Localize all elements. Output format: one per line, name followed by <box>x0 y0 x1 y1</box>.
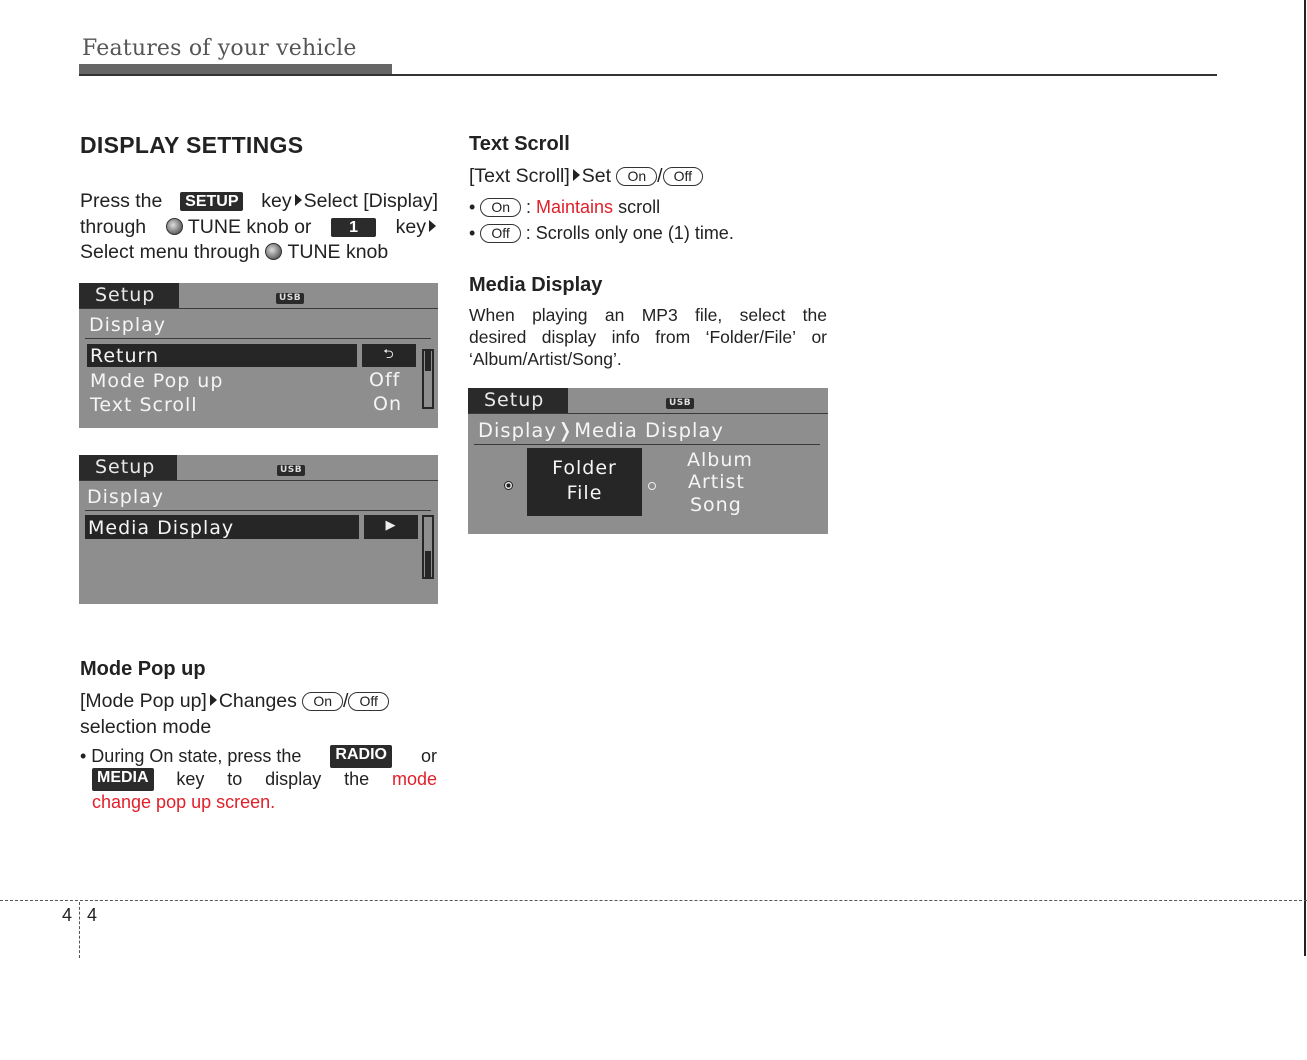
screen-row-media-display[interactable]: Media Display <box>88 517 235 539</box>
desc-word: select <box>739 305 786 325</box>
mode-popup-paragraph <box>80 689 440 740</box>
text-scroll-title: Text Scroll <box>469 133 570 155</box>
scroll-text: scroll <box>618 197 661 217</box>
bullet-line-3: change pop up screen. <box>92 792 276 812</box>
setup-screen-display <box>79 283 438 428</box>
section-title: Features of your vehicle <box>82 36 357 61</box>
return-icon[interactable]: ⮌ <box>362 344 416 367</box>
bullet-line-2 <box>80 768 437 791</box>
intro-paragraph <box>80 189 438 266</box>
scrolls-once-text: : Scrolls only one (1) time. <box>525 223 734 243</box>
off-pill: Off <box>348 692 388 711</box>
screen-tab: Setup <box>79 455 177 480</box>
intro-line-3 <box>80 240 438 266</box>
text-scroll-line: [Text Scroll] Set On / Off <box>469 164 703 190</box>
desc-word: MP3 <box>641 305 678 325</box>
one-key: 1 <box>331 218 376 237</box>
maintains-text: Maintains <box>536 197 614 217</box>
desc-line-3: ‘Album/Artist/Song’. <box>469 349 622 369</box>
on-pill: On <box>480 198 521 217</box>
desc-word: playing <box>532 305 588 325</box>
scrollbar-thumb[interactable] <box>425 551 431 577</box>
mode-popup-title: Mode Pop up <box>80 658 206 680</box>
page-number-right: 4 <box>87 905 98 925</box>
desc-word: info <box>611 327 640 347</box>
intro-key-2: key <box>395 215 426 238</box>
desc-line-1 <box>469 304 827 326</box>
desc-word: When <box>469 305 515 325</box>
usb-icon: USB <box>277 465 305 476</box>
option-song[interactable]: Song <box>690 494 742 516</box>
screen-rule <box>79 308 438 309</box>
scrollbar-thumb[interactable] <box>425 351 431 371</box>
arrow-right-icon <box>295 194 302 206</box>
mode-popup-changes: Changes <box>218 690 297 712</box>
desc-word: or <box>811 327 827 347</box>
intro-tune-knob-or: TUNE knob or <box>187 215 312 238</box>
screen-rule <box>468 413 828 414</box>
tune-knob-icon <box>265 243 282 260</box>
usb-icon: USB <box>276 293 304 304</box>
desc-word: an <box>604 305 625 325</box>
radio-key: RADIO <box>330 745 392 768</box>
mode-popup-line-2: selection mode <box>80 715 212 738</box>
page-edge <box>1304 0 1306 956</box>
media-display-desc <box>469 304 827 370</box>
bullet-text: • During On state, press the <box>80 746 302 766</box>
option-album[interactable]: Album <box>687 449 753 471</box>
screen-row-return[interactable]: Return <box>90 345 160 367</box>
display-settings-title: DISPLAY SETTINGS <box>80 132 304 158</box>
bullet-or: or <box>420 746 437 766</box>
mode-popup-bullet <box>80 745 437 814</box>
desc-word: ‘Folder/File’ <box>705 327 797 347</box>
screen-row-text-scroll[interactable]: Text Scroll <box>90 394 198 416</box>
intro-line-1 <box>80 189 438 215</box>
intro-through: through <box>80 215 147 238</box>
text-scroll-bullet-off: • Off : Scrolls only one (1) time. <box>469 223 734 243</box>
off-pill: Off <box>480 224 520 243</box>
media-key: MEDIA <box>92 768 154 791</box>
screen-row-mode-popup[interactable]: Mode Pop up <box>90 370 224 392</box>
mode-popup-line-1: [Mode Pop up] Changes On / Off <box>80 689 440 715</box>
setup-screen-media <box>79 455 438 604</box>
text-scroll-prefix: [Text Scroll] <box>469 165 570 187</box>
desc-word: display <box>541 327 597 347</box>
bullet-line-1 <box>80 745 437 768</box>
screen-row-text-scroll-value: On <box>373 393 402 415</box>
screen-tab: Setup <box>79 283 179 308</box>
intro-tune-knob: TUNE knob <box>287 241 389 263</box>
screen-row-mode-popup-value: Off <box>369 369 401 391</box>
screen-menu-title: Display <box>87 486 165 508</box>
screen-path: Display❭Media Display <box>478 419 724 442</box>
bullet-word-red: mode <box>391 769 437 789</box>
desc-line-2 <box>469 326 827 348</box>
intro-press: Press the <box>80 190 163 212</box>
text-scroll-bullet-on: • On : Maintains scroll <box>469 197 661 217</box>
arrow-right-icon <box>210 694 217 706</box>
intro-key: key <box>261 190 292 212</box>
bullet-word: display <box>265 769 322 789</box>
footer-divider <box>79 902 80 958</box>
bullet-word: to <box>227 769 243 789</box>
mode-popup-prefix: [Mode Pop up] <box>80 690 207 712</box>
intro-select-menu: Select menu through <box>80 241 260 263</box>
arrow-right-icon <box>429 220 436 232</box>
text-scroll-set: Set <box>581 165 612 187</box>
media-display-title: Media Display <box>469 274 603 296</box>
desc-word: file, <box>695 305 723 325</box>
radio-unselected-icon[interactable] <box>648 482 656 490</box>
arrow-right-icon <box>573 169 580 181</box>
header-rule <box>79 74 1217 76</box>
option-artist[interactable]: Artist <box>688 471 745 493</box>
desc-word: from <box>655 327 691 347</box>
setup-screen-media-display <box>468 388 828 534</box>
usb-icon: USB <box>666 398 694 409</box>
desc-word: the <box>802 305 827 325</box>
intro-line-2 <box>80 215 438 241</box>
on-pill: On <box>616 167 657 186</box>
screen-rule <box>85 510 431 511</box>
off-pill: Off <box>663 167 703 186</box>
play-arrow-icon[interactable]: ▶ <box>364 515 418 539</box>
screen-rule <box>474 444 820 445</box>
intro-select-display: Select [Display] <box>303 190 438 212</box>
radio-selected-icon[interactable] <box>504 481 513 490</box>
option-file: File <box>566 482 603 504</box>
screen-rule <box>79 480 438 481</box>
screen-menu-title: Display <box>89 314 167 336</box>
screen-rule <box>85 338 431 339</box>
tune-knob-icon <box>166 218 183 235</box>
bullet-word: the <box>344 769 370 789</box>
screen-tab: Setup <box>468 388 568 413</box>
bullet-word: key <box>176 769 205 789</box>
page-number-left: 4 <box>62 905 73 925</box>
desc-word: desired <box>469 327 527 347</box>
setup-key: SETUP <box>180 192 243 211</box>
footer-rule <box>0 900 1307 901</box>
on-pill: On <box>302 692 343 711</box>
option-folder: Folder <box>552 457 617 479</box>
